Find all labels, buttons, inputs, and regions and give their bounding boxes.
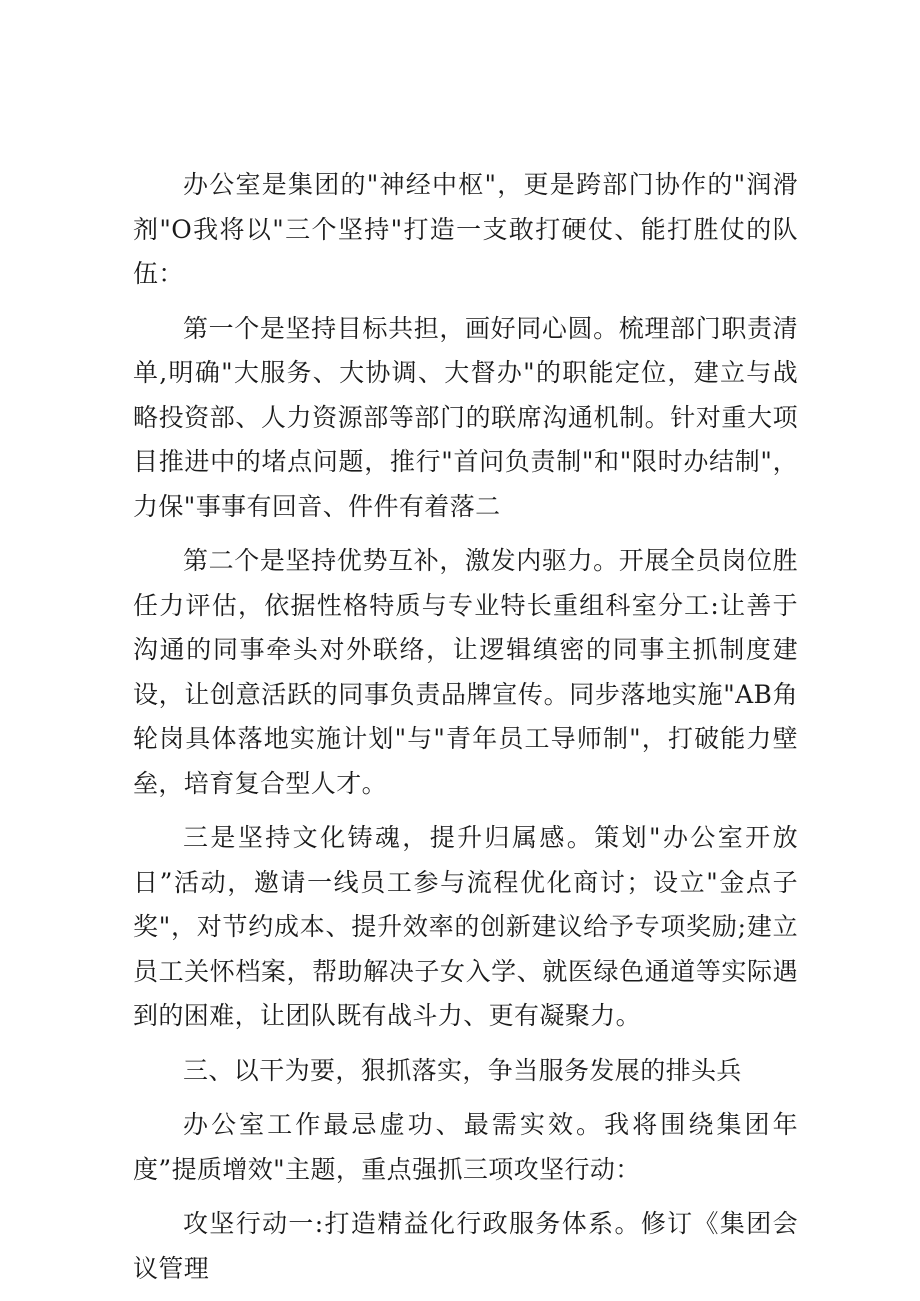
document-body bbox=[133, 163, 798, 1301]
paragraph-goal-sharing: 第一个是坚持目标共担，画好同心圆。梳理部门职责清单,明确"大服务、大协调、大督办"的职能定位，建立与战略投资部、人力资源部等部门的联席沟通机制。针对重大项目推进中的堵点问题，推行"首问负责制"和"限时办结制"，力保"事事有回音、件件有着落二 bbox=[133, 313, 798, 521]
paragraph-complementary-strengths: 第二个是坚持优势互补，激发内驱力。开展全员岗位胜任力评估，依据性格特质与专业特长重组科室分工:让善于沟通的同事牵头对外联络，让逻辑缜密的同事主抓制度建设，让创意活跃的同事负责品牌宣传。同步落地实施"AB角轮岗具体落地实施计划"与"青年员工导师制"，打破能力壁垒，培育复合型人才。 bbox=[133, 546, 798, 798]
paragraph-effectiveness: 办公室工作最忌虚功、最需实效。我将围绕集团年度”提质增效"主题，重点强抓三项攻坚行动： bbox=[133, 1110, 798, 1184]
paragraph-culture: 三是坚持文化铸魂，提升归属感。策划"办公室开放日”活动，邀请一线员工参与流程优化商讨；设立"金点子奖"，对节约成本、提升效率的创新建议给予专项奖励;建立员工关怀档案，帮助解决子女入学、就医绿色通道等实际遇到的困难，让团队既有战斗力、更有凝聚力。 bbox=[133, 823, 798, 1030]
section-heading: 三、以干为要，狠抓落实，争当服务发展的排头兵 bbox=[183, 1055, 742, 1085]
paragraph-action-one: 攻坚行动一:打造精益化行政服务体系。修订《集团会议管理 bbox=[133, 1209, 798, 1283]
paragraph-intro: 办公室是集团的"神经中枢"，更是跨部门协作的"润滑剂"O我将以"三个坚持"打造一支敢打硬仗、能打胜仗的队伍： bbox=[133, 170, 798, 288]
